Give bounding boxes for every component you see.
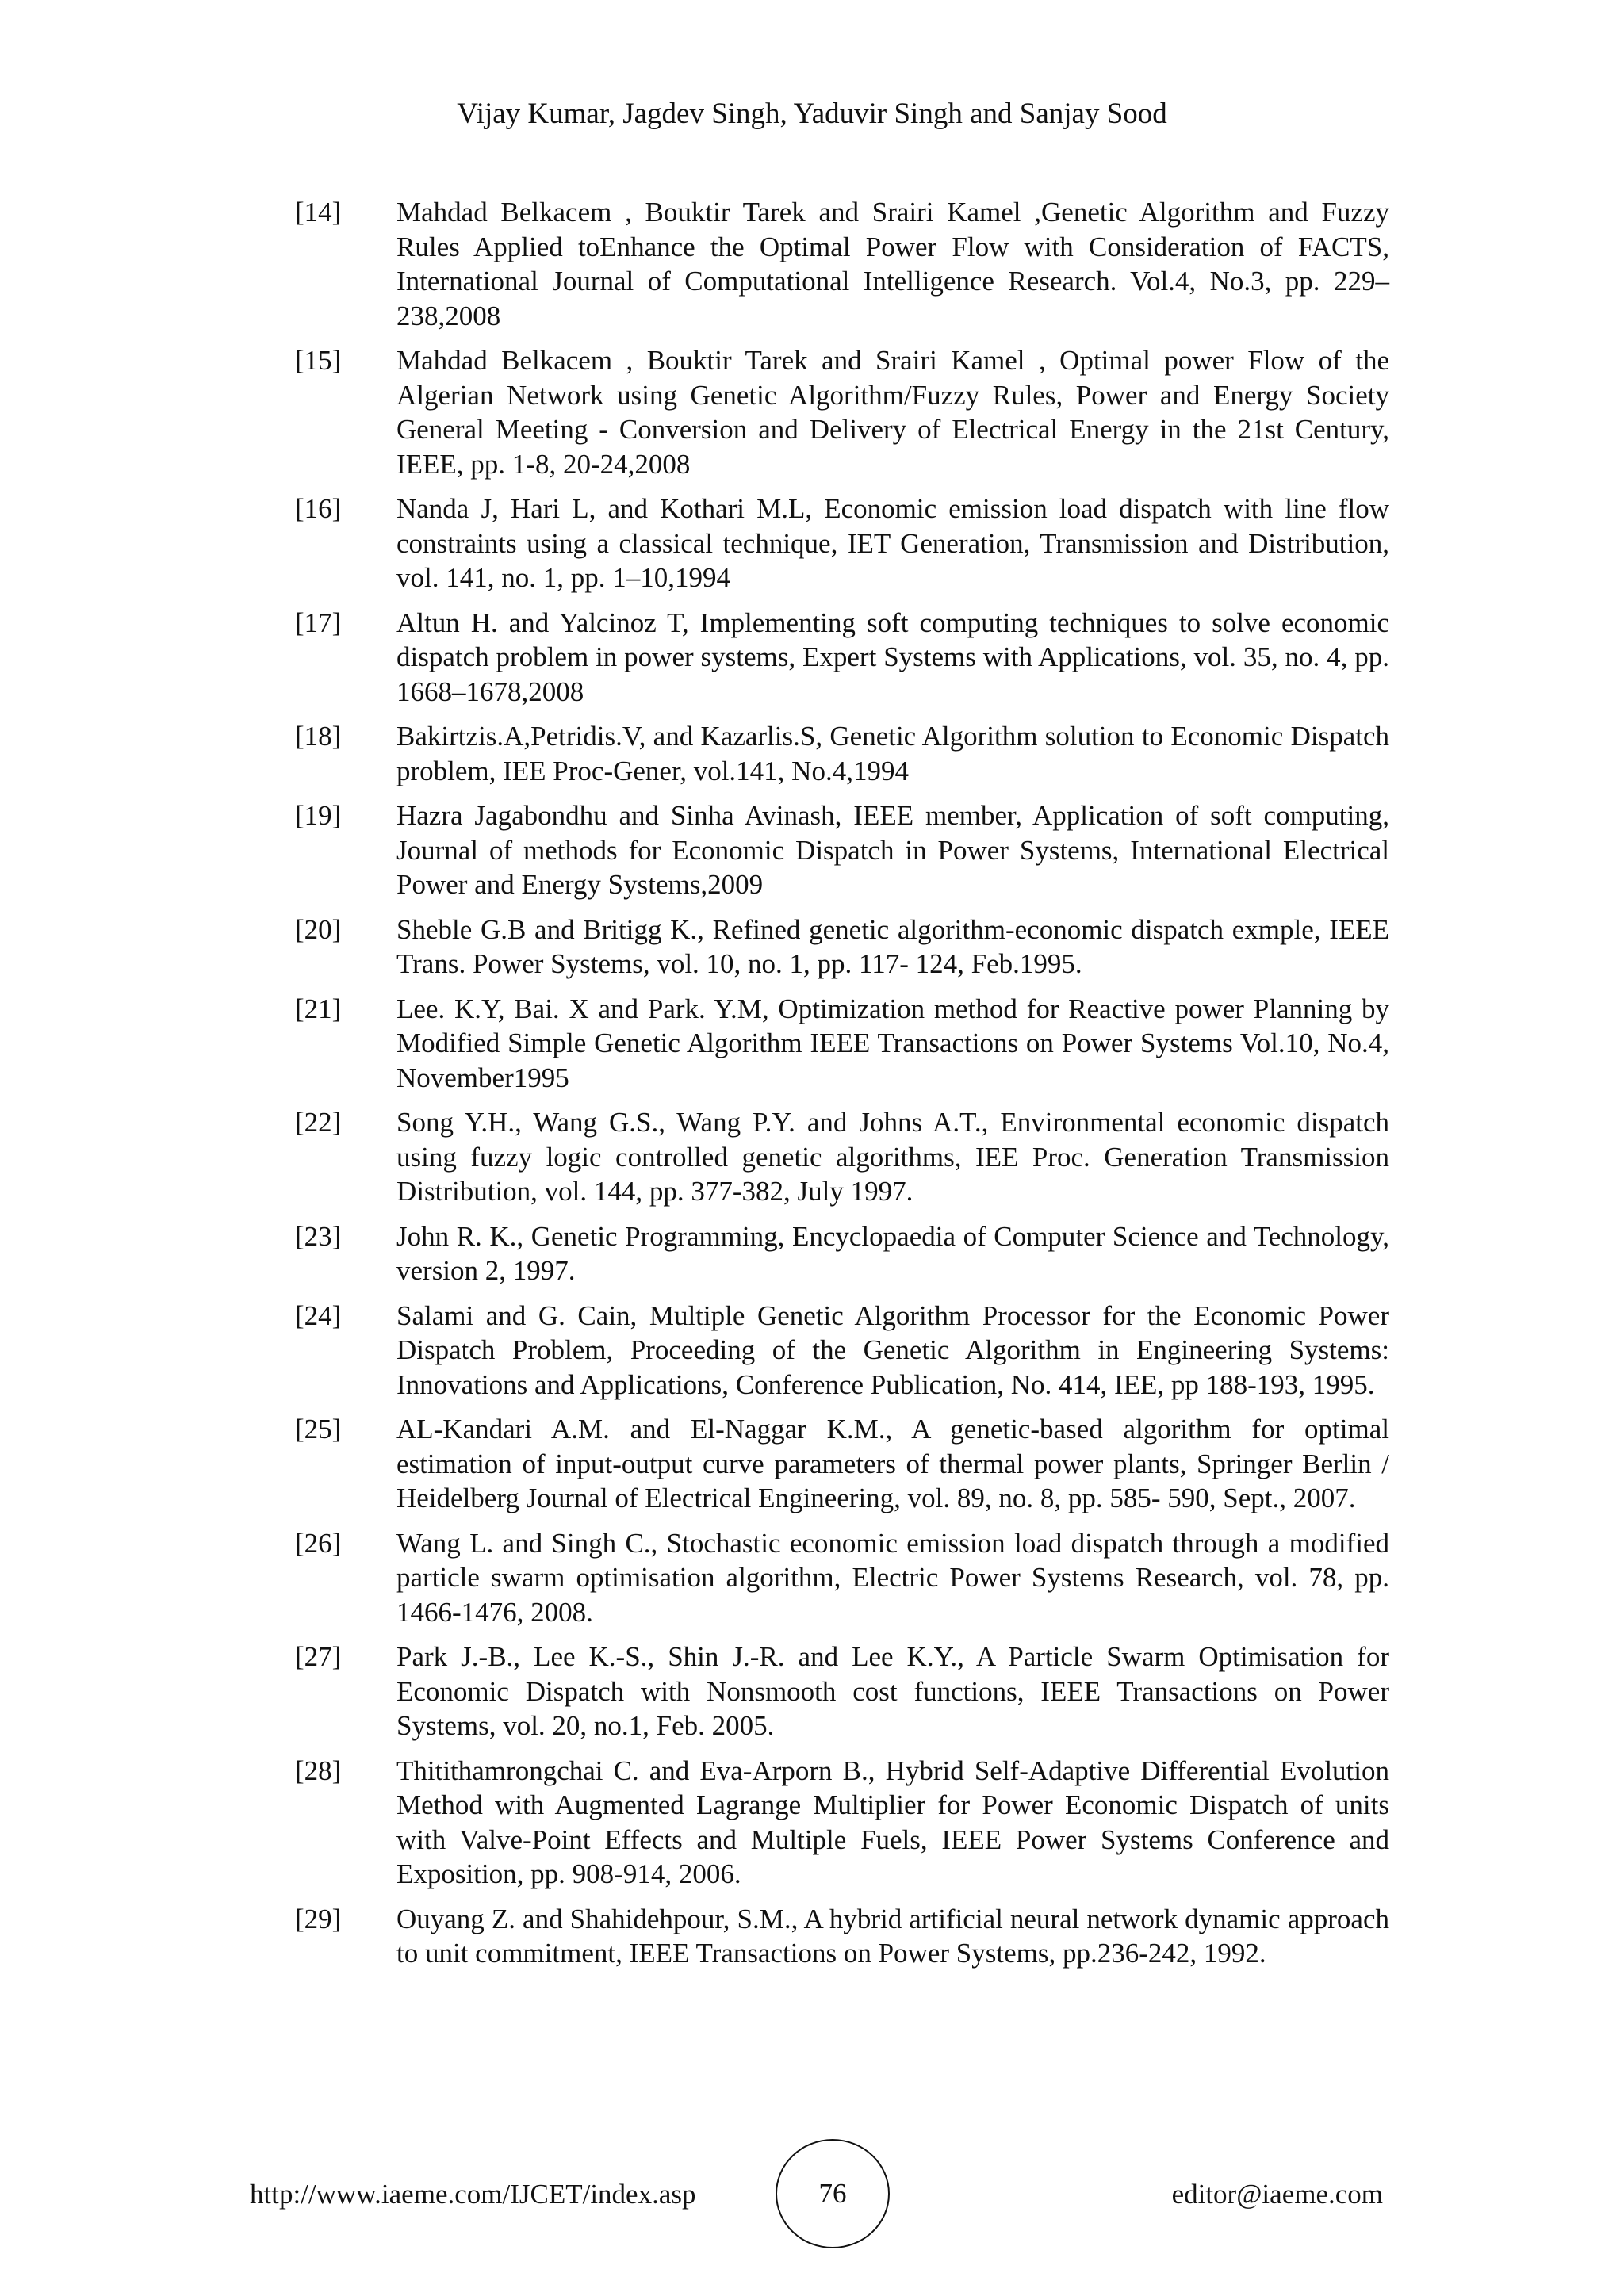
reference-text: AL-Kandari A.M. and El-Naggar K.M., A genetic-based algorithm for optimal estimation of input-output curve parameters of thermal power plants, Springer Berlin / Heidelberg Journal of Electrical Engineering, vol. 89, no. 8, pp. 585- 590, Sept., 2007. xyxy=(396,1414,1389,1513)
reference-item xyxy=(295,1640,1389,1743)
reference-number: [21] xyxy=(295,993,342,1024)
reference-item xyxy=(295,992,1389,1096)
reference-number: [23] xyxy=(295,1220,342,1252)
reference-text: Mahdad Belkacem , Bouktir Tarek and Srairi Kamel , Optimal power Flow of the Algerian Network using Genetic Algorithm/Fuzzy Rules, Power and Energy Society General Meeting - Conversion and Delivery of Electrical Energy in the 21st Century, IEEE, pp. 1-8, 20-24,2008 xyxy=(396,345,1389,480)
footer-email: editor@iaeme.com xyxy=(1171,2179,1383,2210)
reference-item xyxy=(295,1219,1389,1288)
page-footer xyxy=(0,2139,1624,2250)
reference-item xyxy=(295,343,1389,481)
reference-number: [22] xyxy=(295,1107,342,1138)
reference-text: Sheble G.B and Britigg K., Refined genetic algorithm-economic dispatch exmple, IEEE Trans. Power Systems, vol. 10, no. 1, pp. 117- 124, Feb.1995. xyxy=(396,913,1389,979)
reference-number: [17] xyxy=(295,607,342,638)
reference-item xyxy=(295,1299,1389,1402)
reference-text: Wang L. and Singh C., Stochastic economic emission load dispatch through a modified particle swarm optimisation algorithm, Electric Power Systems Research, vol. 78, pp. 1466-1476, 2008. xyxy=(396,1527,1389,1628)
reference-number: [14] xyxy=(295,197,342,228)
reference-text: Thitithamrongchai C. and Eva-Arporn B., Hybrid Self-Adaptive Differential Evolution Method with Augmented Lagrange Multiplier for Power Economic Dispatch of units with Valve-Point Effects and Multiple Fuels, IEEE Power Systems Conference and Exposition, pp. 908-914, 2006. xyxy=(396,1755,1389,1889)
reference-number: [24] xyxy=(295,1299,342,1331)
reference-item xyxy=(295,606,1389,710)
reference-item xyxy=(295,1902,1389,1971)
reference-text: Altun H. and Yalcinoz T, Implementing soft computing techniques to solve economic dispatch problem in power systems, Expert Systems with Applications, vol. 35, no. 4, pp. 1668–1678,2008 xyxy=(396,607,1389,707)
reference-item xyxy=(295,492,1389,595)
reference-text: Hazra Jagabondhu and Sinha Avinash, IEEE member, Application of soft computing, Journal of methods for Economic Dispatch in Power Systems, International Electrical Power and Energy Systems,2009 xyxy=(396,800,1389,900)
reference-item xyxy=(295,195,1389,333)
reference-text: Ouyang Z. and Shahidehpour, S.M., A hybrid artificial neural network dynamic approach to unit commitment, IEEE Transactions on Power Systems, pp.236-242, 1992. xyxy=(396,1903,1389,1969)
reference-text: Song Y.H., Wang G.S., Wang P.Y. and Johns A.T., Environmental economic dispatch using fuzzy logic controlled genetic algorithms, IEE Proc. Generation Transmission Distribution, vol. 144, pp. 377-382, July 1997. xyxy=(396,1107,1389,1207)
page-number: 76 xyxy=(818,2178,847,2209)
reference-item xyxy=(295,798,1389,902)
reference-item xyxy=(295,913,1389,982)
reference-item xyxy=(295,719,1389,788)
reference-number: [20] xyxy=(295,913,342,945)
reference-number: [28] xyxy=(295,1755,342,1786)
reference-item xyxy=(295,1105,1389,1209)
running-header-authors: Vijay Kumar, Jagdev Singh, Yaduvir Singh and Sanjay Sood xyxy=(457,98,1167,130)
reference-text: Park J.-B., Lee K.-S., Shin J.-R. and Lee K.Y., A Particle Swarm Optimisation for Economic Dispatch with Nonsmooth cost functions, IEEE Transactions on Power Systems, vol. 20, no.1, Feb. 2005. xyxy=(396,1641,1389,1741)
reference-number: [25] xyxy=(295,1414,342,1445)
page-number-circle xyxy=(776,2139,890,2248)
reference-text: Salami and G. Cain, Multiple Genetic Algorithm Processor for the Economic Power Dispatch Problem, Proceeding of the Genetic Algorithm in Engineering Systems: Innovations and Applications, Conference Publication, No. 414, IEE, pp 188-193, 1995. xyxy=(396,1299,1389,1400)
reference-text: Nanda J, Hari L, and Kothari M.L, Economic emission load dispatch with line flow constraints using a classical technique, IET Generation, Transmission and Distribution, vol. 141, no. 1, pp. 1–10,1994 xyxy=(396,493,1389,593)
reference-number: [29] xyxy=(295,1903,342,1934)
footer-url: http://www.iaeme.com/IJCET/index.asp xyxy=(250,2179,696,2210)
reference-text: Bakirtzis.A,Petridis.V, and Kazarlis.S, Genetic Algorithm solution to Economic Dispatch problem, IEE Proc-Gener, vol.141, No.4,1994 xyxy=(396,721,1389,786)
reference-number: [19] xyxy=(295,800,342,831)
reference-number: [15] xyxy=(295,345,342,376)
reference-text: Mahdad Belkacem , Bouktir Tarek and Srairi Kamel ,Genetic Algorithm and Fuzzy Rules Applied toEnhance the Optimal Power Flow with Consideration of FACTS, International Journal of Computational Intelligence Research. Vol.4, No.3, pp. 229–238,2008 xyxy=(396,197,1389,331)
reference-list xyxy=(295,195,1389,1981)
reference-item xyxy=(295,1412,1389,1516)
reference-item xyxy=(295,1754,1389,1892)
reference-number: [16] xyxy=(295,493,342,524)
reference-number: [27] xyxy=(295,1641,342,1672)
reference-number: [26] xyxy=(295,1527,342,1559)
reference-text: John R. K., Genetic Programming, Encyclopaedia of Computer Science and Technology, version 2, 1997. xyxy=(396,1220,1389,1286)
reference-text: Lee. K.Y, Bai. X and Park. Y.M, Optimization method for Reactive power Planning by Modified Simple Genetic Algorithm IEEE Transactions on Power Systems Vol.10, No.4, November1995 xyxy=(396,993,1389,1093)
reference-item xyxy=(295,1526,1389,1630)
reference-number: [18] xyxy=(295,721,342,752)
